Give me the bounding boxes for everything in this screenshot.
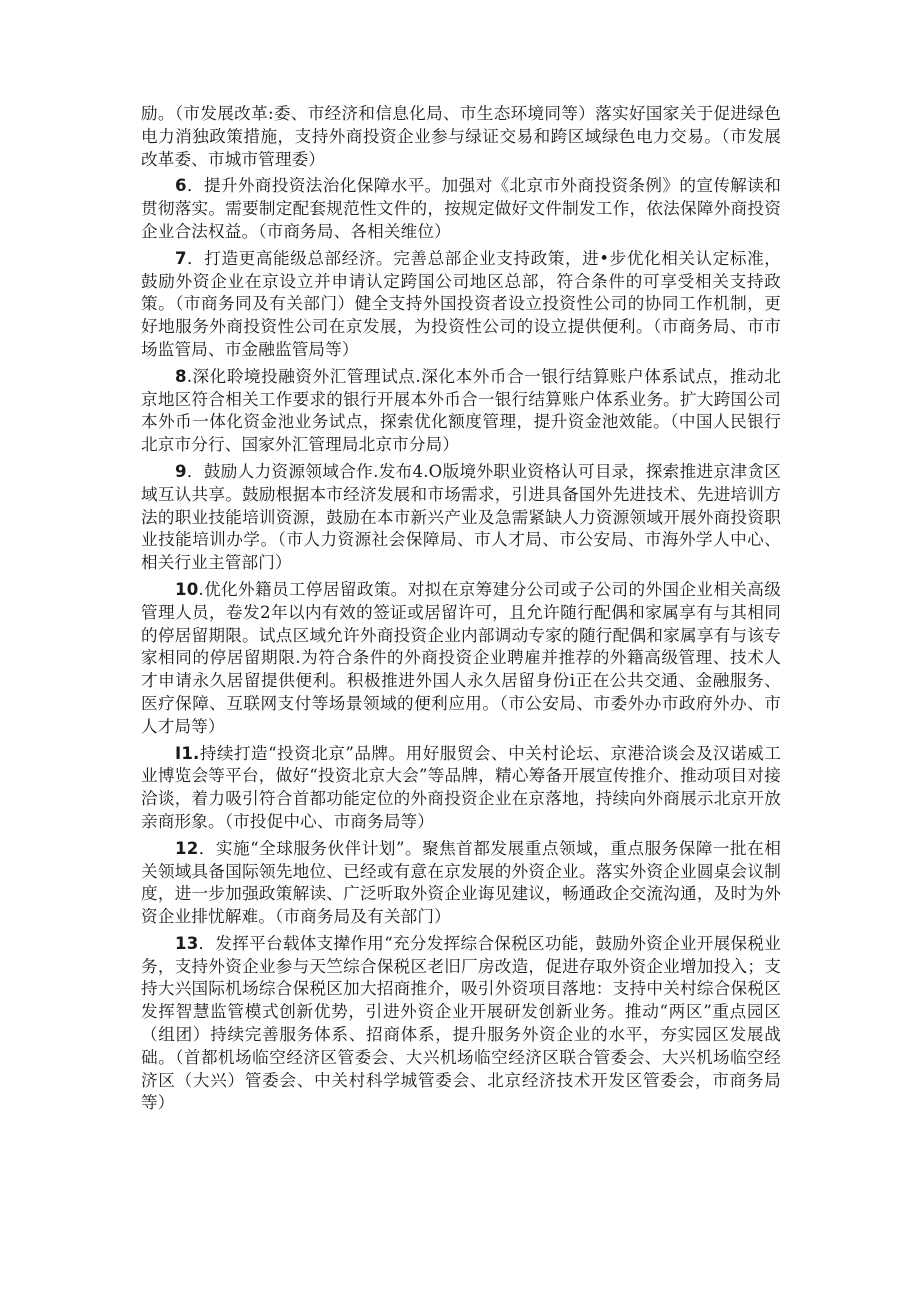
paragraph-text: .深化聆境投融资外汇管理试点.深化本外币合一银行结算账户体系试点，推动北京地区符合相关工作要求的银行开展本外币合一银行结算账户体系业务。扩大跨国公司本外币一体化资金池业务试点，探索优化额度管理，提升资金池效能。（中国人民银行北京市分行、国家外汇管理局北京市分局） (141, 366, 781, 455)
paragraph-text: ．发挥平台载体支撵作用“充分发挥综合保税区功能，鼓励外资企业开展保税业务，支持外资企业参与天竺综合保税区老旧厂房改造，促进存取外资企业增加投入；支持大兴国际机场综合保税区加大招商推介，吸引外资项目落地：支持中关村综合保税区发挥智慧监管模式创新优势，引进外资企业开展研发创新业务。推动“两区”重点园区（组团）持续完善服务体系、招商体系，提升服务外资企业的水平，夯实园区发展战础。（首都机场临空经济区管委会、大兴机场临空经济区联合管委会、大兴机场临空经济区（大兴）管委会、中关村科学城管委会、北京经济技术开发区管委会，市商务局等） (141, 933, 781, 1113)
item-number: 10 (175, 579, 199, 599)
item-number: 8 (175, 366, 187, 386)
item-number: 13 (175, 933, 199, 953)
item-number: 6 (175, 176, 187, 196)
item-number: 9 (175, 461, 187, 481)
paragraph-item-9 (141, 461, 781, 575)
paragraph-text: .优化外籍员工停居留政策。对拟在京筹建分公司或子公司的外国企业相关高级管理人员，卷发2年以内有效的签证或居留许可，且允许随行配偶和家属享有与其相同的停居留期限。试点区域允许外商投资企业内部调动专家的随行配偶和家属享有与该专家相同的停居留期限.为符合条件的外商投资企业聘雇并推荐的外籍高级管理、技术人才申请永久居留提供便利。积极推进外国人永久居留身份i正在公共交通、金融服务、医疗保障、互联网支付等场景领域的便利应用。（市公安局、市委外办市政府外办、市人才局等） (141, 579, 781, 736)
paragraph-item-8 (141, 366, 781, 457)
paragraph-text: ．实施“全球服务伙伴计划”。聚焦首都发展重点领域，重点服务保障一批在相关领域具备国际领先地位、已经或有意在京发展的外资企业。落实外资企业圆桌会议制度，进一步加强政策解读、广泛听取外资企业诲见建议，畅通政企交流沟通，及时为外资企业排忧解难。（市商务局及有关部门） (141, 838, 781, 927)
paragraph-item-13 (141, 933, 781, 1115)
paragraph-text: ．打造更高能级总部经济。完善总部企业支持政策，进•步优化相关认定标准，鼓励外资企业在京设立并申请认定跨国公司地区总部，符合条件的可享受相关支持政策。（市商务同及有关部门）健全支持外国投资者设立投资性公司的协同工作机制，更好地服务外商投资性公司在京发展，为投资性公司的设立提供便利。（市商务局、市市场监管局、市金融监管局等） (141, 248, 781, 359)
paragraph-item-6 (141, 175, 781, 243)
paragraph-item-11 (141, 743, 781, 834)
paragraph-text: ．提升外商投资法治化保障水平。加强对《北京市外商投资条例》的宣传解读和贯彻落实。需要制定配套规范性文件的，按规定做好文件制发工作，依法保障外商投资企业合法权益。（市商务局、各相关维位） (141, 176, 781, 241)
document-body (141, 103, 781, 1119)
paragraph-item-10 (141, 579, 781, 739)
paragraph-item-12 (141, 838, 781, 929)
paragraph-text: ．鼓励人力资源领域合作.发布4.O版境外职业资格认可目录，探索推进京津贪区域互认共享。鼓励根据本市经济发展和市场需求，引进具备国外先进技术、先进培训方法的职业技能培训资源，鼓励在本市新兴产业及急需紧缺人力资源领域开展外商投资职业技能培训办学。（市人力资源社会保障局、市人才局、市公安局、市海外学人中心、相关行业主管部门） (141, 461, 781, 573)
item-number: 12 (175, 838, 199, 858)
paragraph-text: 持续打造“投资北京”品牌。用好服贸会、中关村论坛、京港洽谈会及汉诺威工业博览会等平台，做好“投资北京大会”等品牌，精心筹备开展宣传推介、推动项目对接洽谈，着力吸引符合首都功能定位的外商投资企业在京落地，持续向外商展示北京开放亲商形象。（市投促中心、市商务局等） (141, 743, 781, 831)
item-number: I1. (175, 743, 200, 763)
paragraph-item-7 (141, 248, 781, 362)
paragraph-text: 励。（市发展改革:委、市经济和信息化局、市生态环境同等）落实好国家关于促进绿色电力消独政策措施，支持外商投资企业参与绿证交易和跨区域绿色电力交易。（市发展改革委、市城市管理委） (141, 104, 781, 169)
item-number: 7 (175, 248, 187, 268)
paragraph-continuation (141, 103, 781, 171)
